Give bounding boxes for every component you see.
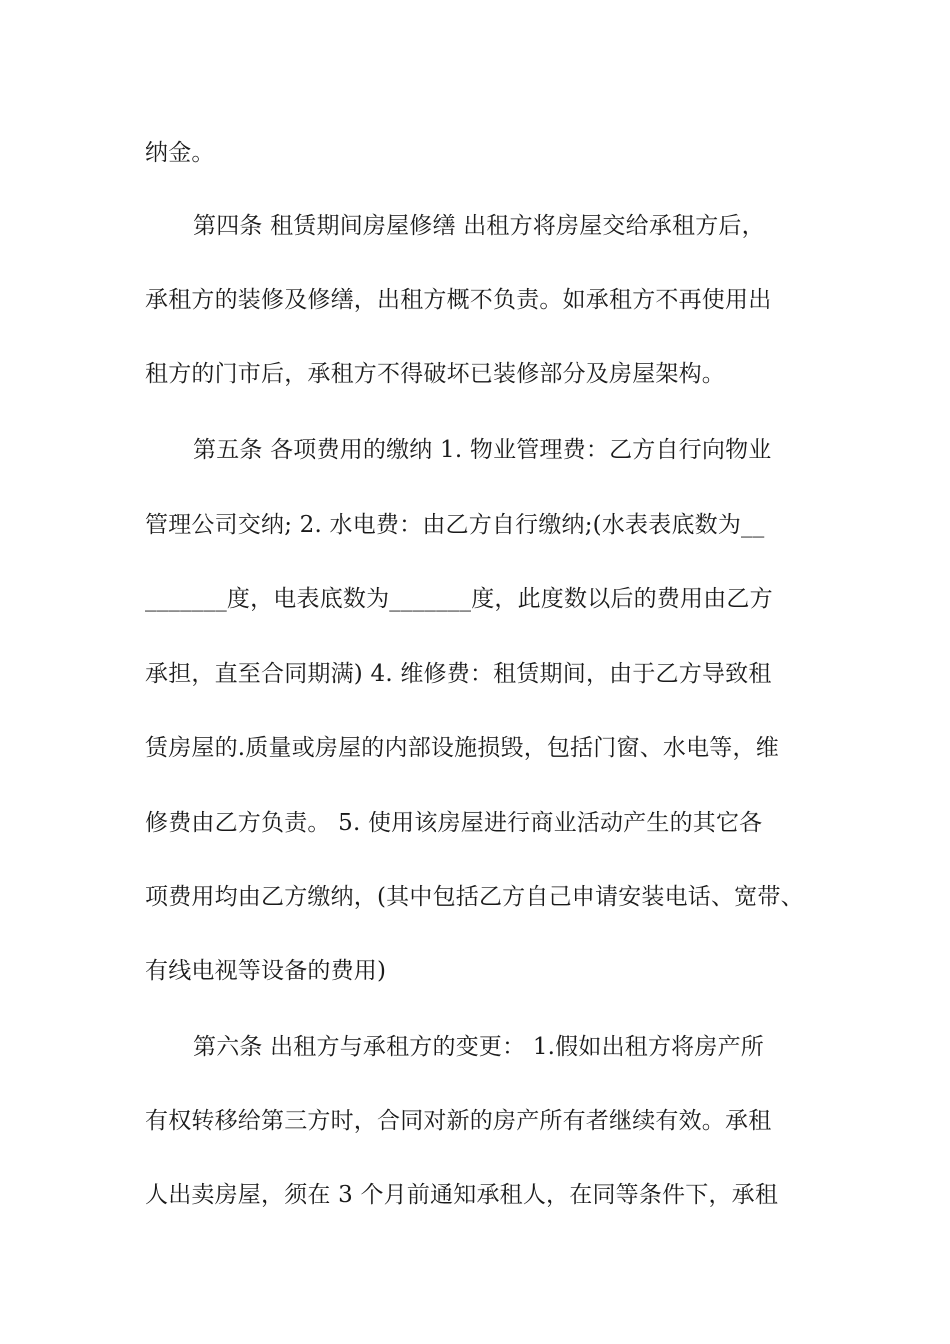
text-line: 人出卖房屋，须在 3 个月前通知承租人，在同等条件下，承租 [145, 1182, 779, 1208]
text-line: 修费由乙方负责。 5. 使用该房屋进行商业活动产生的其它各 [145, 810, 763, 836]
article-4-heading-line: 第四条 租赁期间房屋修缮 出租方将房屋交给承租方后， [193, 213, 765, 239]
article-5-heading-line: 第五条 各项费用的缴纳 1. 物业管理费：乙方自行向物业 [193, 437, 772, 463]
article-6-heading-line: 第六条 出租方与承租方的变更： 1.假如出租方将房产所 [193, 1034, 764, 1060]
text-line: 承租方的装修及修缮，出租方概不负责。如承租方不再使用出 [145, 287, 772, 313]
text-line: 有线电视等设备的费用) [145, 958, 387, 984]
text-line: 纳金。 [145, 140, 215, 166]
text-line: 赁房屋的.质量或房屋的内部设施损毁，包括门窗、水电等，维 [145, 735, 779, 761]
text-line: 承担，直至合同期满) 4. 维修费：租赁期间，由于乙方导致租 [145, 661, 772, 687]
text-line: 有权转移给第三方时，合同对新的房产所有者继续有效。承租 [145, 1108, 772, 1134]
text-line: _______度，电表底数为_______度，此度数以后的费用由乙方 [145, 586, 773, 612]
text-line: 管理公司交纳; 2. 水电费：由乙方自行缴纳;(水表表底数为__ [145, 512, 765, 538]
text-line: 租方的门市后，承租方不得破坏已装修部分及房屋架构。 [145, 361, 725, 387]
text-line: 项费用均由乙方缴纳，(其中包括乙方自己申请安装电话、宽带、 [145, 884, 804, 910]
